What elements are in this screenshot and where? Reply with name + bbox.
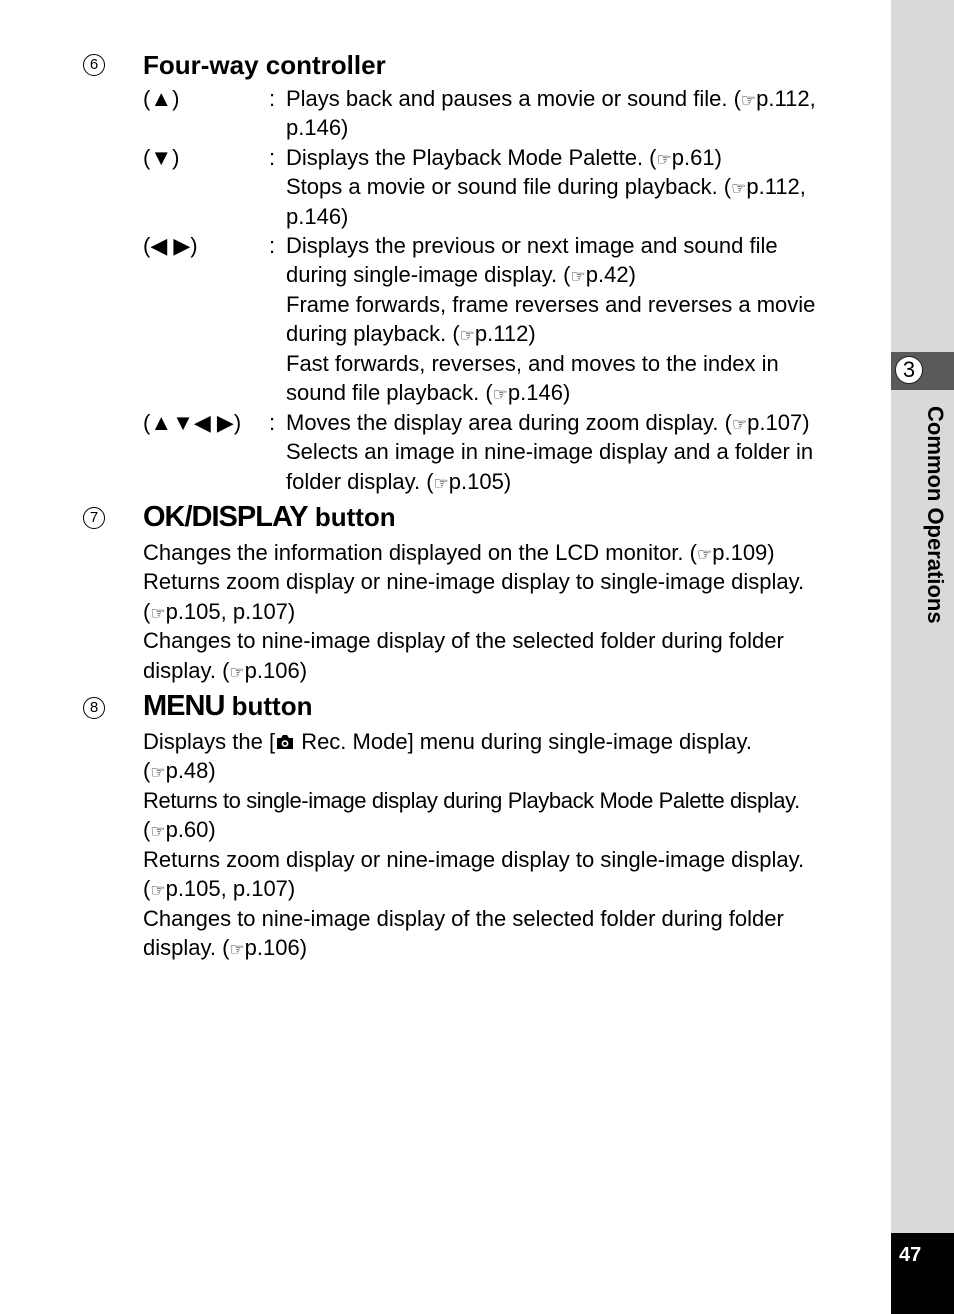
left-right-description-1: Displays the previous or next image and sound file: [286, 233, 778, 258]
menu-line-2: (☞p.48): [143, 758, 216, 783]
down-description-3: p.146): [286, 204, 349, 229]
menu-label: MENU: [143, 690, 225, 722]
up-key-label: (▲): [143, 86, 180, 111]
reference-icon: ☞: [656, 150, 672, 169]
left-right-description-6: sound file playback. (☞p.146): [286, 380, 571, 405]
reference-icon: ☞: [696, 545, 713, 564]
reference-icon: ☞: [731, 415, 748, 434]
left-right-description-2: during single-image display. (☞p.42): [286, 262, 636, 287]
ok-display-label: OK/DISPLAY: [143, 501, 308, 533]
menu-line-1: Displays the [ Rec. Mode] menu during single-image display.: [143, 729, 753, 754]
up-description: Plays back and pauses a movie or sound file. (☞p.112,: [286, 86, 816, 111]
section-number-6: 6: [83, 54, 105, 76]
menu-line-5: Returns zoom display or nine-image display to single-image display.: [143, 847, 805, 872]
reference-icon: ☞: [731, 179, 747, 198]
menu-line-6: (☞p.105, p.107): [143, 876, 296, 901]
reference-icon: ☞: [492, 385, 508, 404]
ok-line-3: (☞p.105, p.107): [143, 599, 296, 624]
camera-icon: [275, 733, 295, 751]
left-right-key-label: (◀ ▶): [143, 233, 198, 258]
up-description-cont: p.146): [286, 115, 349, 140]
four-way-controller-heading: Four-way controller: [143, 50, 386, 80]
left-right-description-5: Fast forwards, reverses, and moves to the index in: [286, 351, 779, 376]
reference-icon: ☞: [150, 822, 166, 841]
reference-icon: ☞: [150, 604, 166, 623]
section-number-8: 8: [83, 697, 105, 719]
page-number: 47: [899, 1244, 922, 1266]
chapter-title: Common Operations: [923, 406, 948, 624]
all-directions-description-2: Selects an image in nine-image display and a folder in: [286, 439, 814, 464]
all-directions-description-3: folder display. (☞p.105): [286, 469, 512, 494]
reference-icon: ☞: [740, 91, 757, 110]
menu-button-heading: MENU button: [143, 690, 313, 722]
menu-line-7: Changes to nine-image display of the selected folder during folder: [143, 906, 784, 931]
reference-icon: ☞: [150, 881, 166, 900]
chapter-number: 3: [895, 356, 923, 384]
down-description-2: Stops a movie or sound file during playback. (☞p.112,: [286, 174, 806, 199]
colon: :: [269, 233, 276, 258]
reference-icon: ☞: [570, 267, 586, 286]
reference-icon: ☞: [433, 474, 449, 493]
down-description: Displays the Playback Mode Palette. (☞p.61): [286, 145, 722, 170]
section-number-7: 7: [83, 507, 105, 529]
menu-line-3: Returns to single-image display during Playback Mode Palette display.: [143, 788, 800, 813]
left-right-description-3: Frame forwards, frame reverses and reverses a movie: [286, 292, 816, 317]
ok-line-5: display. (☞p.106): [143, 658, 308, 683]
menu-line-8: display. (☞p.106): [143, 935, 308, 960]
menu-line-4: (☞p.60): [143, 817, 216, 842]
colon: :: [269, 145, 276, 170]
all-directions-description-1: Moves the display area during zoom display. (☞p.107): [286, 410, 810, 435]
down-key-label: (▼): [143, 145, 180, 170]
ok-line-4: Changes to nine-image display of the selected folder during folder: [143, 628, 784, 653]
reference-icon: ☞: [150, 763, 166, 782]
ok-line-1: Changes the information displayed on the LCD monitor. (☞p.109): [143, 540, 775, 565]
reference-icon: ☞: [229, 940, 245, 959]
colon: :: [269, 86, 276, 111]
chapter-sidebar: [891, 0, 954, 1314]
ok-line-2: Returns zoom display or nine-image display to single-image display.: [143, 569, 805, 594]
all-directions-key-label: (▲▼◀ ▶): [143, 410, 242, 435]
reference-icon: ☞: [459, 326, 475, 345]
colon: :: [269, 410, 276, 435]
left-right-description-4: during playback. (☞p.112): [286, 321, 536, 346]
ok-display-button-heading: OK/DISPLAY button: [143, 501, 396, 533]
reference-icon: ☞: [229, 663, 245, 682]
